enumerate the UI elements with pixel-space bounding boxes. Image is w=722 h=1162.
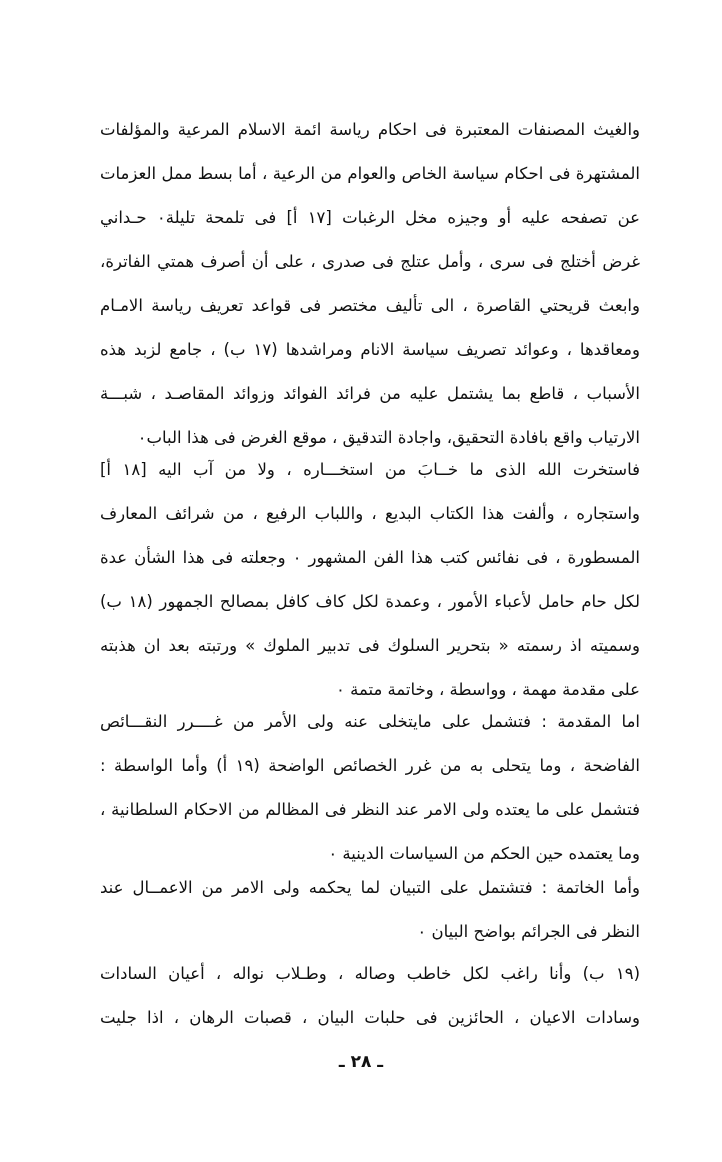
paragraph-line: وابعث قريحتي القاصرة ، الى تأليف مختصر فى قواعد تعريف رياسة الامـام <box>100 296 640 315</box>
paragraph-line: الارتياب واقع بافادة التحقيق، واجادة التدقيق ، موقع الغرض فى هذا الباب٠ <box>137 428 640 447</box>
paragraph-line: الأسباب ، قاطع بما يشتمل عليه من فرائد الفوائد وزوائد المقاصـد ، شبـــة <box>100 384 640 403</box>
paragraph-line: فتشمل على ما يعتده ولى الامر عند النظر فى المظالم من الاحكام السلطانية ، <box>100 800 640 819</box>
paragraph-line: الفاضحة ، وما يتحلى به من غرر الخصائص الواضحة (١٩ أ) وأما الواسطة : <box>100 756 640 775</box>
paragraph-line: على مقدمة مهمة ، وواسطة ، وخاتمة متمة ٠ <box>335 680 640 699</box>
paragraph-line: وسادات الاعيان ، الحائزين فى حلبات البيان ، قصبات الرهان ، اذا جليت <box>100 1008 640 1027</box>
paragraph-line: لكل حام حامل لأعباء الأمور ، وعمدة لكل كاف كافل بمصالح الجمهور (١٨ ب) <box>100 592 640 611</box>
paragraph-line: (١٩ ب) وأنا راغب لكل خاطب وصاله ، وطـلاب نواله ، أعيان السادات <box>100 964 640 983</box>
paragraph-line: فاستخرت الله الذى ما خــابَ من استخـــاره ، ولا من آب اليه [١٨ أ] <box>100 460 640 479</box>
paragraph-line: واستجاره ، وألفت هذا الكتاب البديع ، واللباب الرفيع ، من شرائف المعارف <box>100 504 640 523</box>
paragraph-line: عن تصفحه عليه أو وجيزه مخل الرغبات [١٧ أ] فى تلمحة تليلة٠ حـداني <box>100 208 640 227</box>
paragraph-line: النظر فى الجرائم بواضح البيان ٠ <box>417 922 640 941</box>
paragraph-3 <box>100 700 640 876</box>
paragraph-line: اما المقدمة : فتشمل على مايتخلى عنه ولى الأمر من غــــرر النقـــائص <box>100 712 640 731</box>
paragraph-line: وسميته اذ رسمته « بتحرير السلوك فى تدبير الملوك » ورتبته بعد ان هذبته <box>100 636 640 655</box>
paragraph-2 <box>100 448 640 712</box>
paragraph-line: المسطورة ، فى نفائس كتب هذا الفن المشهور ٠ وجعلته فى هذا الشأن عدة <box>100 548 640 567</box>
paragraph-line: غرض أختلج فى سرى ، وأمل عتلج فى صدرى ، على أن أصرف همتي الفاترة، <box>100 252 640 271</box>
paragraph-4 <box>100 866 640 954</box>
paragraph-1 <box>100 108 640 460</box>
paragraph-line: والغيث المصنفات المعتبرة فى احكام رياسة ائمة الاسلام المرعية والمؤلفات <box>100 120 640 139</box>
paragraph-line: المشتهرة فى احكام سياسة الخاص والعوام من الرعية ، أما بسط ممل العزمات <box>100 164 640 183</box>
page-number: ـ ٢٨ ـ <box>338 1052 384 1072</box>
paragraph-line: وما يعتمده حين الحكم من السياسات الدينية ٠ <box>328 844 640 863</box>
paragraph-line: ومعاقدها ، وعوائد تصريف سياسة الانام ومراشدها (١٧ ب) ، جامع لزبد هذه <box>100 340 640 359</box>
paragraph-line: وأما الخاتمة : فتشتمل على التبيان لما يحكمه ولى الامر من الاعمــال عند <box>100 878 640 897</box>
paragraph-5 <box>100 952 640 1040</box>
